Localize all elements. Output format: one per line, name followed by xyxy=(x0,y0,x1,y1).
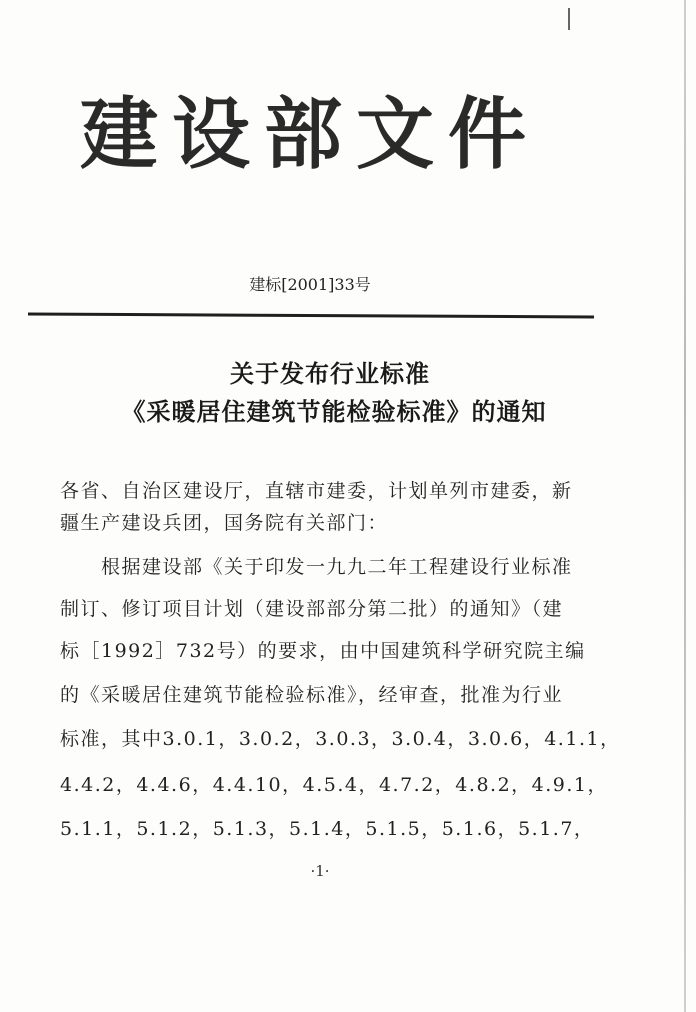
body-line-2: 疆生产建设兵团，国务院有关部门： xyxy=(60,512,389,534)
notice-title-line-2: 《采暖居住建筑节能检验标准》的通知 xyxy=(121,398,547,426)
page-number: ·1· xyxy=(310,862,330,880)
body-line-9: 5.1.1，5.1.2，5.1.3，5.1.4，5.1.5，5.1.6，5.1.7， xyxy=(60,818,595,840)
body-line-6: 的《采暖居住建筑节能检验标准》，经审查，批准为行业 xyxy=(60,684,564,706)
body-line-7: 标准，其中3.0.1，3.0.2，3.0.3，3.0.4，3.0.6，4.1.1， xyxy=(60,728,621,750)
header-divider xyxy=(28,313,594,319)
body-line-4: 制订、修订项目计划（建设部部分第二批）的通知》（建 xyxy=(60,598,564,620)
document-header-title: 建设部文件 xyxy=(80,89,541,180)
document-number: 建标[2001]33号 xyxy=(249,275,371,294)
scan-mark xyxy=(568,8,570,30)
scan-edge xyxy=(684,0,686,1012)
body-line-8: 4.4.2，4.4.6，4.4.10，4.5.4，4.7.2，4.8.2，4.9.1， xyxy=(60,774,608,796)
body-line-5: 标［1992］732号）的要求，由中国建筑科学研究院主编 xyxy=(60,640,586,662)
body-line-3: 根据建设部《关于印发一九九二年工程建设行业标准 xyxy=(60,556,573,578)
body-line-1: 各省、自治区建设厅，直辖市建委，计划单列市建委，新 xyxy=(60,480,573,502)
notice-title-line-1: 关于发布行业标准 xyxy=(230,360,430,388)
